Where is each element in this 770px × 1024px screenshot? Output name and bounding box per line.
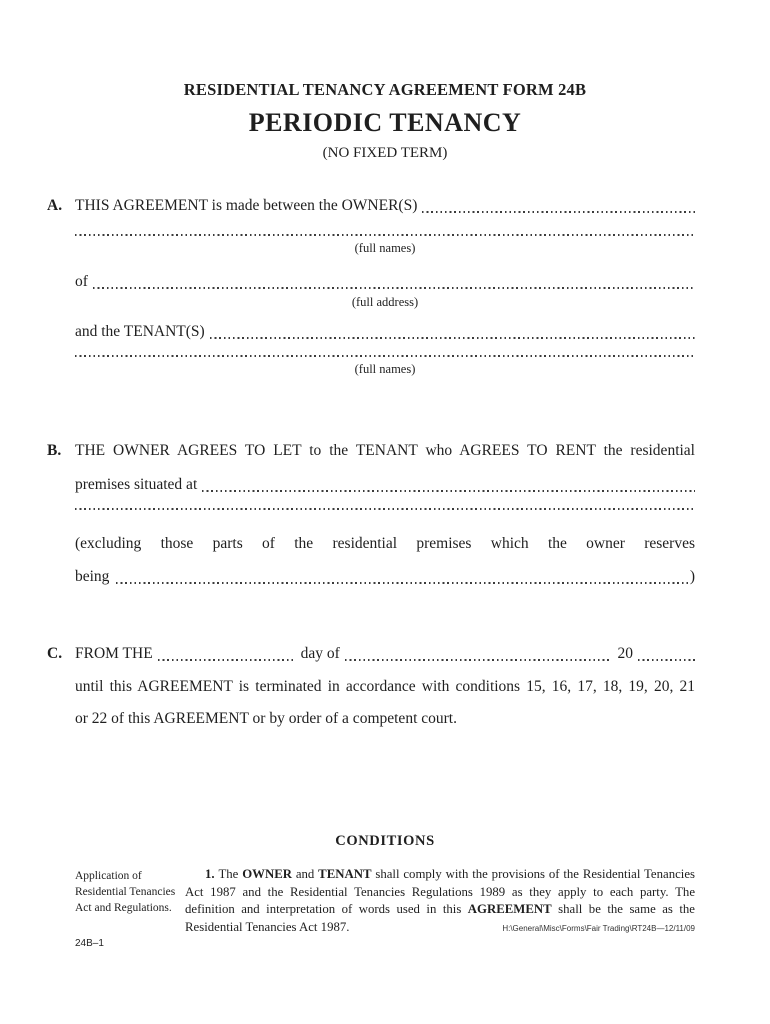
- condition-1-number: 1.: [205, 867, 219, 881]
- reserved-parts-row: [75, 567, 695, 587]
- year-prefix: 20: [617, 645, 633, 662]
- condition-1-seg: shall be the same as the Residential Tenancies Act 1987.: [185, 902, 695, 934]
- conditions-heading: CONDITIONS: [335, 833, 435, 849]
- main-title: PERIODIC TENANCY: [248, 108, 522, 137]
- section-c: [47, 644, 695, 729]
- condition-1-tenant-term: TENANT: [318, 867, 372, 881]
- or-order-text: or 22 of this AGREEMENT or by order of a competent court.: [75, 710, 457, 727]
- being-label: being: [75, 568, 110, 585]
- let-agreement-text: THE OWNER AGREES TO LET to the TENANT who AGREES TO RENT the residential: [75, 442, 695, 459]
- full-names-caption-2: (full names): [354, 362, 416, 376]
- premises-label: premises situated at: [75, 476, 198, 493]
- document-header: [75, 80, 695, 162]
- section-b: [47, 441, 695, 587]
- excluding-text: (excluding those parts of the residential premises which the owner reserves: [75, 535, 695, 552]
- tenant-names-input-line2[interactable]: [75, 355, 695, 357]
- section-a: [47, 196, 695, 377]
- year-input[interactable]: [633, 644, 695, 664]
- until-terminated-text: until this AGREEMENT is terminated in accordance with conditions 15, 16, 17, 18, 19, 20, 21: [75, 678, 695, 695]
- form-title: RESIDENTIAL TENANCY AGREEMENT FORM 24B: [183, 80, 587, 99]
- subtitle: (NO FIXED TERM): [322, 145, 448, 161]
- condition-1-owner-term: OWNER: [242, 867, 292, 881]
- section-b-label: B.: [47, 442, 62, 459]
- commencement-date-row: [75, 644, 695, 664]
- section-c-label: C.: [47, 645, 63, 662]
- premises-address-row: [75, 475, 695, 495]
- from-the-label: FROM THE: [75, 645, 153, 662]
- section-a-label: A.: [47, 197, 63, 214]
- closing-paren: ): [689, 568, 695, 585]
- condition-1-seg: and: [291, 867, 319, 881]
- tenant-intro-text: and the TENANT(S): [75, 323, 205, 340]
- owner-names-input-line1[interactable]: [417, 196, 695, 216]
- full-address-caption: (full address): [351, 295, 419, 309]
- premises-address-input-line1[interactable]: [197, 475, 695, 495]
- owner-names-row: [75, 196, 695, 216]
- day-of-label: day of: [300, 645, 340, 662]
- tenant-names-input-line1[interactable]: [205, 322, 695, 342]
- condition-1-seg: shall comply with the provisions of the Residential Tenancies Act 1987 and the Residential Tenancies Regulations 1989 as they apply to each party. The definition and interpretation of words used in this: [185, 867, 695, 916]
- page-number: 24B–1: [75, 938, 104, 949]
- owner-address-row: [75, 272, 695, 292]
- condition-1-agreement-term: AGREEMENT: [467, 902, 552, 916]
- condition-1-margin-note: Application of Residential Tenancies Act and Regulations.: [75, 870, 176, 914]
- month-input[interactable]: [340, 644, 612, 664]
- full-names-caption-1: (full names): [354, 241, 416, 255]
- tenant-names-row: [75, 322, 695, 342]
- of-label: of: [75, 273, 88, 290]
- premises-address-input-line2[interactable]: [75, 508, 695, 510]
- day-input[interactable]: [153, 644, 295, 664]
- owner-names-input-line2[interactable]: [75, 234, 695, 236]
- file-path-reference: H:\General\Misc\Forms\Fair Trading\RT24B—12/11/09: [502, 924, 695, 933]
- reserved-parts-input[interactable]: [109, 567, 689, 587]
- owner-intro-text: THIS AGREEMENT is made between the OWNER(S): [75, 197, 418, 214]
- condition-1-seg: The: [218, 867, 243, 881]
- owner-address-input[interactable]: [88, 272, 695, 292]
